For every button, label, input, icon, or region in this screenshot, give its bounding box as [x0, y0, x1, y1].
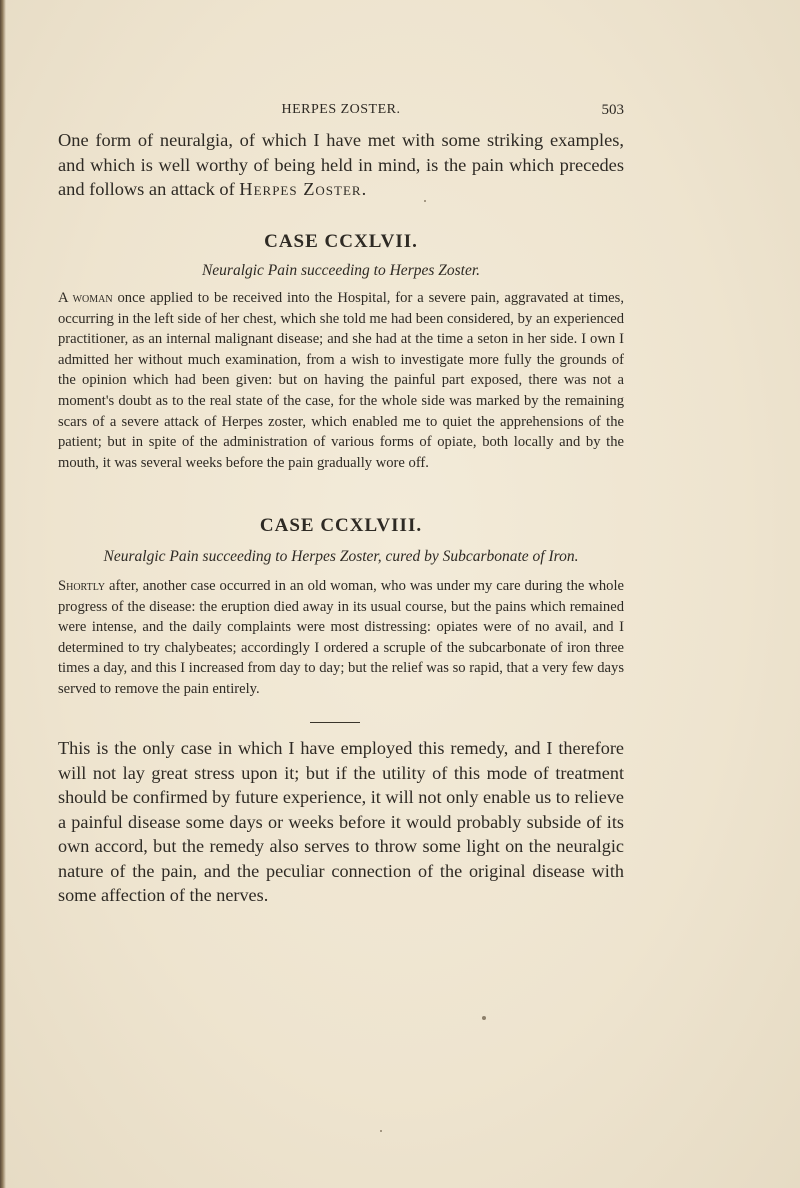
page-number: 503 — [601, 102, 624, 118]
case-title: CASE CCXLVIII. — [259, 515, 423, 536]
intro-paragraph — [58, 128, 624, 202]
page-edge-shadow — [0, 0, 6, 1188]
section-divider — [310, 722, 360, 723]
paper-speck — [424, 200, 426, 202]
page-header — [58, 102, 624, 122]
case-body-text: once applied to be received into the Hospital, for a severe pain, aggravated at times, occurring in the left side of her chest, which she told me had been considered, by an experienced practitioner, as an internal malignant disease; and she had at the time a seton in her side. I own I admitted her without much examination, from a wish to investigate more fully the grounds of the opinion which had been given: but on having the painful part exposed, there was not a moment's doubt as to the real state of the case, for the whole side was marked by the remaining scars of a severe attack of Herpes zoster, which enabled me to quiet the apprehensions of the patient; but in spite of the administration of various forms of opiate, both locally and by the mouth, it was several weeks before the pain gradually wore off. — [58, 290, 624, 471]
case-lead-word: Shortly — [58, 578, 106, 594]
case-subtitle: Neuralgic Pain succeeding to Herpes Zoster, cured by Subcarbonate of Iron. — [103, 548, 579, 565]
closing-paragraph: This is the only case in which I have employed this remedy, and I therefore will not lay great stress upon it; but if the utility of this mode of treatment should be confirmed by future experience, it will not only enable us to relieve a painful disease some days or weeks before it would probably subside of its own accord, but the remedy also serves to throw some light on the neuralgic nature of the pain, and the peculiar connection of the original disease with some affection of the nerves. — [58, 738, 624, 905]
case-body-text: after, another case occurred in an old woman, who was under my care during the whole progress of the disease: the eruption died away in its usual course, but the pains which remained were intense, and the daily complaints were most distressing: opiates were of no avail, and I determined to try chalybeates; accordingly I ordered a scruple of the subcarbonate of iron three times a day, and this I increased from day to day; but the relief was so rapid, that a very few days served to remove the pain entirely. — [58, 578, 624, 697]
running-title: HERPES ZOSTER. — [281, 102, 401, 117]
intro-text: One form of neuralgia, of which I have met with some striking examples, and which is well worthy of being held in mind, is the pain which precedes and follows an attack of — [58, 130, 624, 199]
intro-end: . — [361, 179, 367, 199]
paper-speck — [482, 1016, 486, 1020]
paper-speck — [380, 1130, 382, 1132]
case-body — [58, 288, 624, 473]
intro-term: Herpes Zoster — [239, 179, 362, 199]
case-subtitle: Neuralgic Pain succeeding to Herpes Zoster. — [201, 262, 481, 279]
case-lead-word: A woman — [58, 290, 113, 306]
case-title: CASE CCXLVII. — [264, 231, 418, 252]
case-body — [58, 576, 624, 700]
